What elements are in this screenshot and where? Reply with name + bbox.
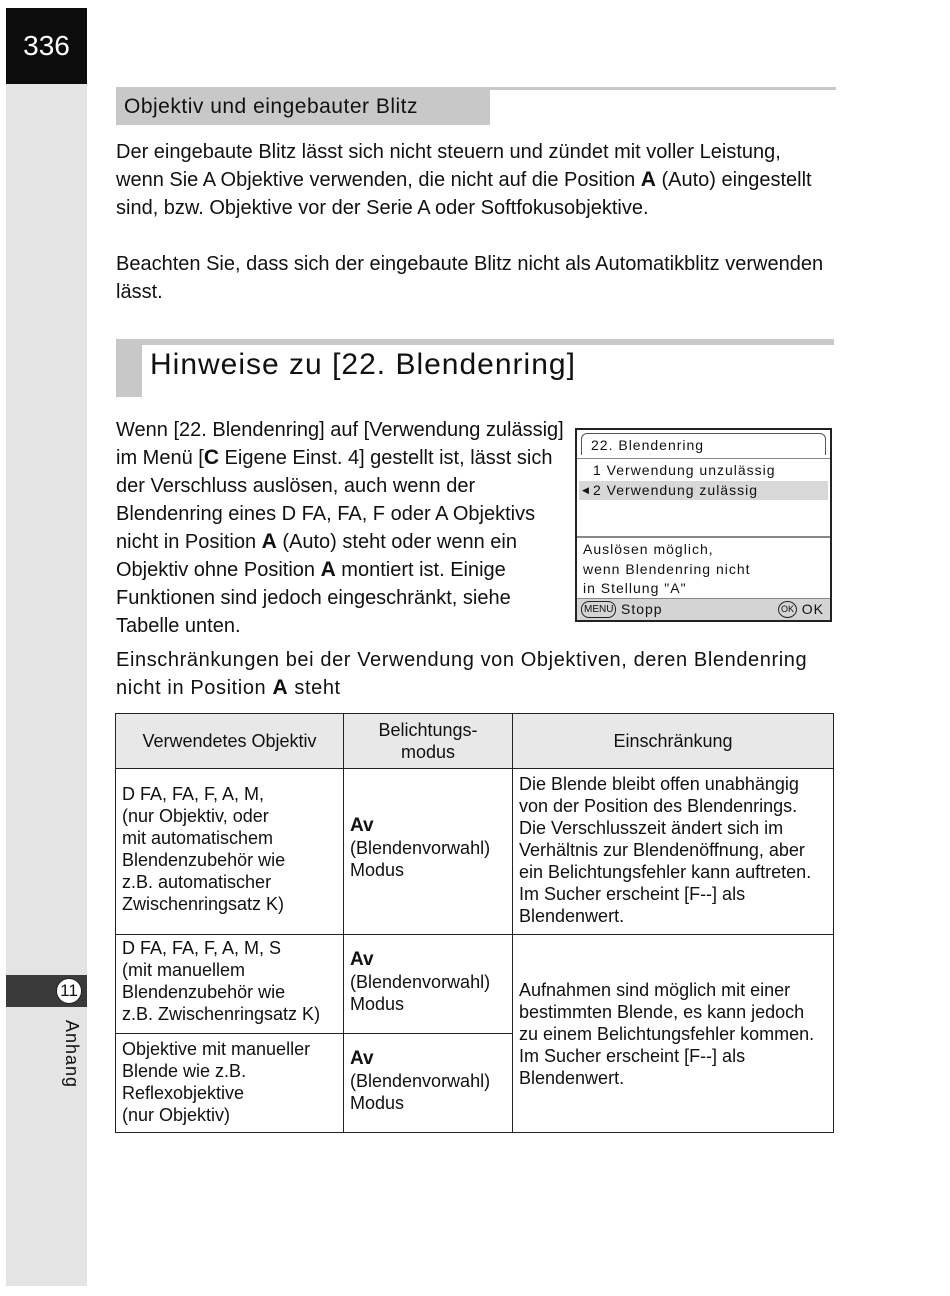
mode-cell: Av (Blendenvorwahl) Modus — [344, 935, 513, 1034]
menu-button-icon[interactable]: MENU — [581, 601, 616, 618]
camera-menu-screen — [575, 428, 832, 622]
page-number: 336 — [6, 8, 87, 84]
menu-option-disallowed[interactable]: 1 Verwendung unzulässig — [593, 462, 776, 478]
lens-cell: Objektive mit manueller Blende wie z.B. Reflexobjektive (nur Objektiv) — [116, 1034, 344, 1133]
av-mode-icon: Av — [350, 949, 374, 970]
ok-button-icon[interactable]: OK — [778, 601, 797, 618]
divider — [577, 536, 830, 538]
restriction-cell: Die Blende bleibt offen unabhängig von der Position des Blendenrings. Die Verschlusszeit ändert sich im Verhältnis zur Blendenöffnung, aber ein Belichtungsfehler kann auftreten. Im Sucher erscheint [F--] als Blendenwert. — [513, 769, 834, 935]
position-a-symbol: A — [640, 168, 656, 191]
menu-option-allowed[interactable]: ◀ 2 Verwendung zulässig — [579, 481, 828, 500]
restriction-cell: Aufnahmen sind möglich mit einer bestimmten Blende, es kann jedoch zu einem Belichtungsfehler kommen. Im Sucher erscheint [F--] als Blendenwert. — [513, 935, 834, 1133]
av-mode-icon: Av — [350, 1048, 374, 1069]
table-header-row — [116, 714, 834, 769]
section1-paragraph1: Der eingebaute Blitz lässt sich nicht steuern und zündet mit voller Leistung, wenn Sie A Objektive verwenden, die nicht auf die Position A (Auto) eingestellt sind, bzw. Objektive vor der Serie A oder Softfokusobjektive. — [116, 141, 812, 219]
lens-cell: D FA, FA, F, A, M, S (mit manuellem Blendenzubehör wie z.B. Zwischenringsatz K) — [116, 935, 344, 1034]
section1-paragraph2: Beachten Sie, dass sich der eingebaute Blitz nicht als Automatikblitz verwenden lässt. — [116, 253, 824, 303]
header-lens: Verwendetes Objektiv — [116, 714, 344, 769]
table-caption: Einschränkungen bei der Verwendung von Objektiven, deren Blendenring nicht in Position A steht — [116, 649, 808, 699]
mode-cell: Av (Blendenvorwahl) Modus — [344, 769, 513, 935]
position-a-symbol: A — [272, 676, 289, 699]
table-row — [116, 935, 834, 1034]
section2-rule — [116, 339, 834, 345]
ok-button-label: OK — [801, 601, 824, 617]
header-restriction: Einschränkung — [513, 714, 834, 769]
menu-tab: 22. Blendenring — [581, 433, 826, 455]
restrictions-table — [115, 713, 834, 1133]
custom-menu-symbol: C — [203, 446, 219, 469]
section2-intro: Wenn [22. Blendenring] auf [Verwendung zulässig] im Menü [C Eigene Einst. 4] gestellt ist, lässt sich der Verschluss auslösen, auch wenn der Blendenring eines D FA, FA, F oder A Objektivs nicht in Position A (Auto) steht oder wenn ein Objektiv ohne Position A montiert ist. Einige Funktionen sind jedoch eingeschränkt, siehe Tabelle unten. — [116, 419, 564, 637]
divider — [577, 458, 830, 459]
chapter-number: 11 — [56, 978, 82, 1004]
position-a-symbol: A — [261, 530, 277, 553]
button-guide-bar — [577, 598, 830, 620]
av-mode-icon: Av — [350, 815, 374, 836]
left-arrow-icon: ◀ — [582, 485, 590, 495]
lens-cell: D FA, FA, F, A, M, (nur Objektiv, oder mit automatischem Blendenzubehör wie z.B. automatischer Zwischenringsatz K) — [116, 769, 344, 935]
chapter-label: Anhang — [62, 1020, 82, 1089]
section1-heading: Objektiv und eingebauter Blitz — [116, 89, 490, 125]
section2-marker — [116, 339, 142, 397]
section2-heading: Hinweise zu [22. Blendenring] — [150, 348, 576, 381]
position-a-symbol: A — [320, 558, 336, 581]
header-mode: Belichtungs- modus — [344, 714, 513, 769]
option-description: Auslösen möglich, wenn Blendenring nicht in Stellung "A" — [583, 541, 751, 596]
menu-button-label: Stopp — [621, 601, 663, 617]
mode-cell: Av (Blendenvorwahl) Modus — [344, 1034, 513, 1133]
table-row — [116, 769, 834, 935]
